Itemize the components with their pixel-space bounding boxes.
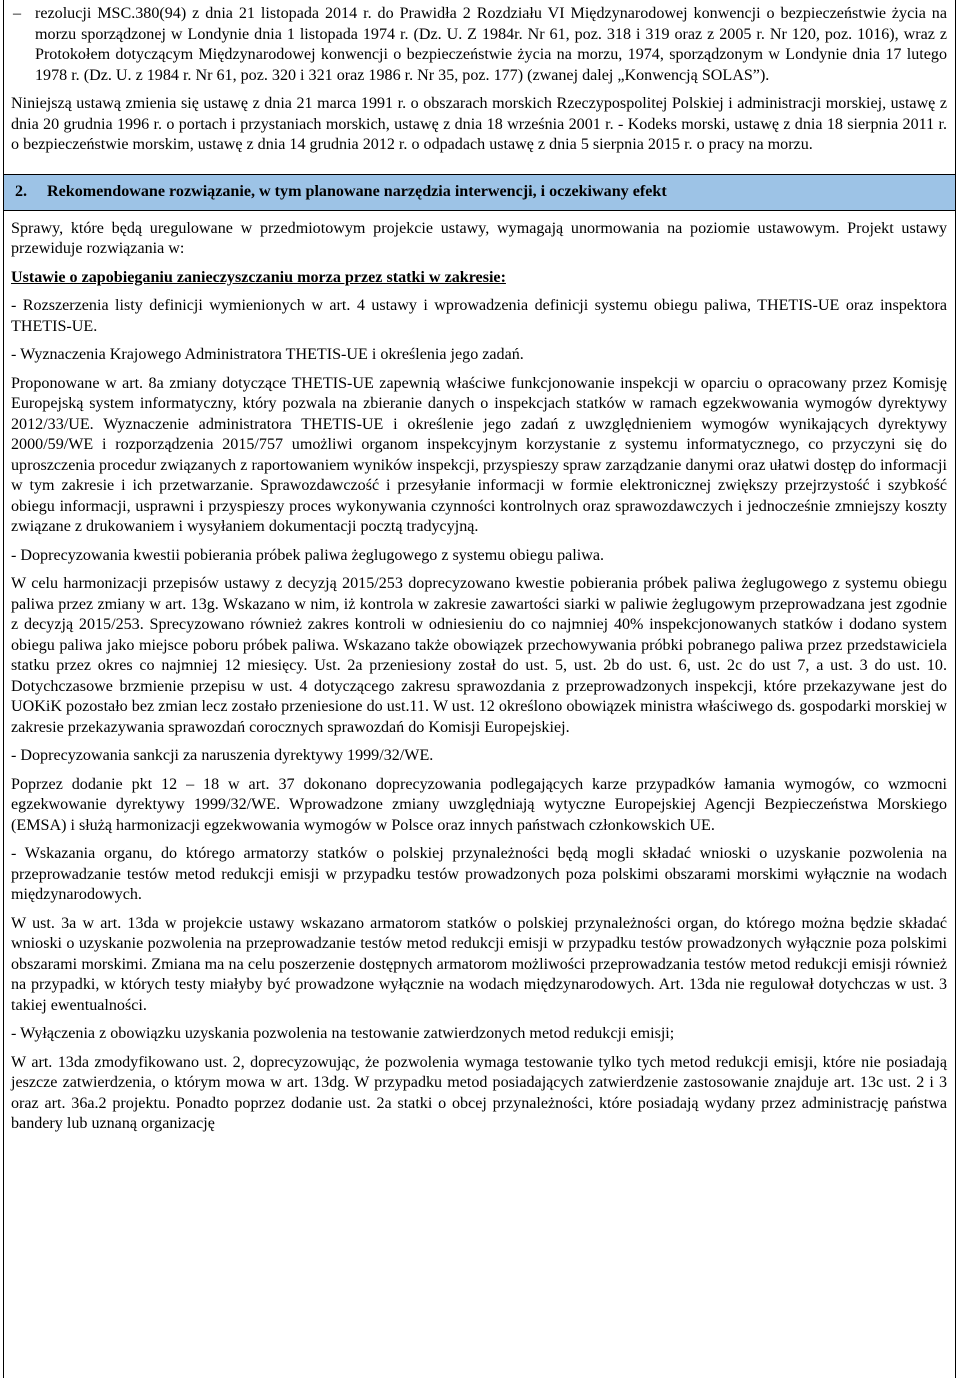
divider: [4, 156, 955, 175]
paragraph: W art. 13da zmodyfikowano ust. 2, doprecyzowując, że pozwolenia wymaga testowanie tylko tych metod redukcji emisji, które nie posiadają jeszcze zatwierdzenia, o którym mowa w art. 13dg. W przypadku metod posiadających zatwierdzenie zastosowanie znajduje art. 13c ust. 2 i 3 oraz art. 36a.2 projektu. Ponadto poprzez dodanie ust. 2a statki o obcej przynależności, które posiadają wydany przez administrację państwa bandery lub uznaną organizację: [11, 1053, 947, 1132]
paragraph: Poprzez dodanie pkt 12 – 18 w art. 37 dokonano doprecyzowania podlegających karze przypadków łamania wymogów, co wzmocni egzekwowanie dyrektywy 1999/32/WE. Wprowadzone zmiany uwzględniają wytyczne Europejskiej Agencji Bezpieczeństwa Morskiego (EMSA) i służą harmonizacji egzekwowania wymogów w Polsce oraz innych państwach członkowskich UE.: [11, 775, 947, 834]
paragraph: W celu harmonizacji przepisów ustawy z decyzją 2015/253 doprecyzowano kwestie pobierania próbek paliwa żeglugowego z systemu obiegu paliwa przez zmiany w art. 13g. Wskazano w nim, iż kontrola w zakresie zawartości siarki w paliwie żeglugowym przeprowadzana jest zgodnie z decyzją 2015/253. Sprecyzowano również zakres kontroli w odniesieniu do co najmniej 40% inspekcjonowanych statków i dodano system obiegu paliwa jako miejsce poboru próbek paliwa. Wskazano także obowiązek przechowywania próbki pobranego paliwa przez przedstawiciela statku przez okres co najmniej 12 miesięcy. Ust. 2a przeniesiony został do ust. 5, ust. 2b do ust. 6, ust. 2c do ust 7, a ust. 3 do ust. 10. Dotychczasowe brzmienie przepisu w ust. 4 dotyczącego zakresu sprawozdania z przeprowadzonych inspekcji, które przekazywane jest do UOKiK pozostało bez zmian lecz zostało przeniesione do ust.11. W ust. 12 określono obowiązek ministra właściwego ds. gospodarki morskiej w zakresie przekazywania sprawozdań corocznych sprawozdań do Komisji Europejskiej.: [11, 575, 947, 736]
paragraph: - Rozszerzenia listy definicji wymienionych w art. 4 ustawy i wprowadzenia definicji systemu obiegu paliwa, THETIS-UE oraz inspektora THETIS-UE.: [11, 297, 947, 335]
dash-bullet-icon: –: [13, 5, 22, 22]
paragraph: Sprawy, które będą uregulowane w przedmiotowym projekcie ustawy, wymagają unormowania na poziomie ustawowym. Projekt ustawy przewiduje rozwiązania w:: [11, 219, 947, 257]
section-header: [4, 175, 955, 211]
paragraph: Proponowane w art. 8a zmiany dotyczące THETIS-UE zapewnią właściwe funkcjonowanie inspekcji w oparciu o opracowany przez Komisję Europejską system informatyczny, który pozwala na zbieranie danych o inspekcjach statków w ramach egzekwowania wymogów dyrektywy 2012/33/UE. Wyznaczenie administratora THETIS-UE i określenie jego zadań z uwzględnieniem wymogów wynikających dyrektywy 2000/59/WE i rozporządzenia 2015/757 umożliwi organom inspekcyjnym korzystanie z systemu informatycznego, co przyczyni się do uproszczenia procedur związanych z raportowaniem wyników inspekcji, przyspieszy spraw zarządzanie danymi oraz ułatwi dostęp do informacji w tym zakresie i ich przetwarzanie. Sprawozdawczość i przesyłanie informacji w formie elektronicznej zwiększy przejrzystość i szybkość obiegu informacji, usprawni i przyspieszy proces wykonywania czynności kontrolnych oraz sprawozdawczych i jednocześnie zmniejszy koszty związane z drukowaniem i wysyłaniem dokumentacji pocztą tradycyjną.: [11, 374, 947, 535]
list-item: [11, 4, 947, 86]
section-2-content: [4, 211, 955, 1135]
paragraph: - Doprecyzowania sankcji za naruszenia dyrektywy 1999/32/WE.: [11, 747, 434, 764]
subheading: Ustawie o zapobieganiu zanieczyszczaniu morza przez statki w zakresie:: [11, 268, 506, 286]
paragraph: - Wyznaczenia Krajowego Administratora THETIS-UE i określenia jego zadań.: [11, 346, 524, 363]
table-frame: [3, 0, 956, 1378]
section-1-continuation: [4, 0, 955, 156]
paragraph: - Wskazania organu, do którego armatorzy statków o polskiej przynależności będą mogli składać wnioski o uzyskanie pozwolenia na przeprowadzanie testów metod redukcji emisji w przypadku testów prowadzonych poza polskimi obszarami morskimi wyłącznie na wodach międzynarodowych.: [11, 845, 947, 903]
bullet-text: rezolucji MSC.380(94) z dnia 21 listopada 2014 r. do Prawidła 2 Rozdziału VI Międzynarodowej konwencji o bezpieczeństwie życia na morzu sporządzonej w Londynie dnia 1 listopada 1974 r. (Dz. U. Z 1984r. Nr 61, poz. 318 i 319 oraz z 2005 r. Nr 120, poz. 1016), wraz z Protokołem dotyczącym Międzynarodowej konwencji o bezpieczeństwie życia na morzu, 1974, sporządzonym w Londynie dnia 17 lutego 1978 r. (Dz. U. z 1984 r. Nr 61, poz. 320 i 321 oraz 1986 r. Nr 35, poz. 177) (zwanej dalej „Konwencją SOLAS”).: [35, 5, 947, 84]
paragraph: - Wyłączenia z obowiązku uzyskania pozwolenia na testowanie zatwierdzonych metod redukcji emisji;: [11, 1025, 675, 1042]
paragraph: W ust. 3a w art. 13da w projekcie ustawy wskazano armatorom statków o polskiej przynależności organ, do którego można będzie składać wnioski o uzyskanie pozwolenia na przeprowadzanie testów metod redukcji emisji w przypadku testów prowadzonych wyłącznie poza polskimi obszarami morskimi. Zmiana ma na celu poszerzenie dostępnych armatorom możliwości przeprowadzania testów metod redukcji emisji również na przypadki, w których testy miałyby być prowadzone wyłącznie na wodach międzynarodowych. Art. 13da nie regulował dotychczas w ust. 3 takiej ewentualności.: [11, 914, 947, 1014]
paragraph: - Doprecyzowania kwestii pobierania próbek paliwa żeglugowego z systemu obiegu paliwa.: [11, 546, 605, 564]
paragraph: Niniejszą ustawą zmienia się ustawę z dnia 21 marca 1991 r. o obszarach morskich Rzeczypospolitej Polskiej i administracji morskiej, ustawę z dnia 20 grudnia 1996 r. o portach i przystaniach morskich, ustawę z dnia 18 września 2001 r. - Kodeks morski, ustawę z dnia 18 sierpnia 2011 r. o bezpieczeństwie morskim, ustawę z dnia 14 grudnia 2012 r. o odpadach ustawę z dnia 5 sierpnia 2015 r. o pracy na morzu.: [11, 95, 947, 153]
section-title: Rekomendowane rozwiązanie, w tym planowane narzędzia interwencji, i oczekiwany efekt: [47, 182, 667, 200]
section-number: 2.: [15, 182, 28, 200]
